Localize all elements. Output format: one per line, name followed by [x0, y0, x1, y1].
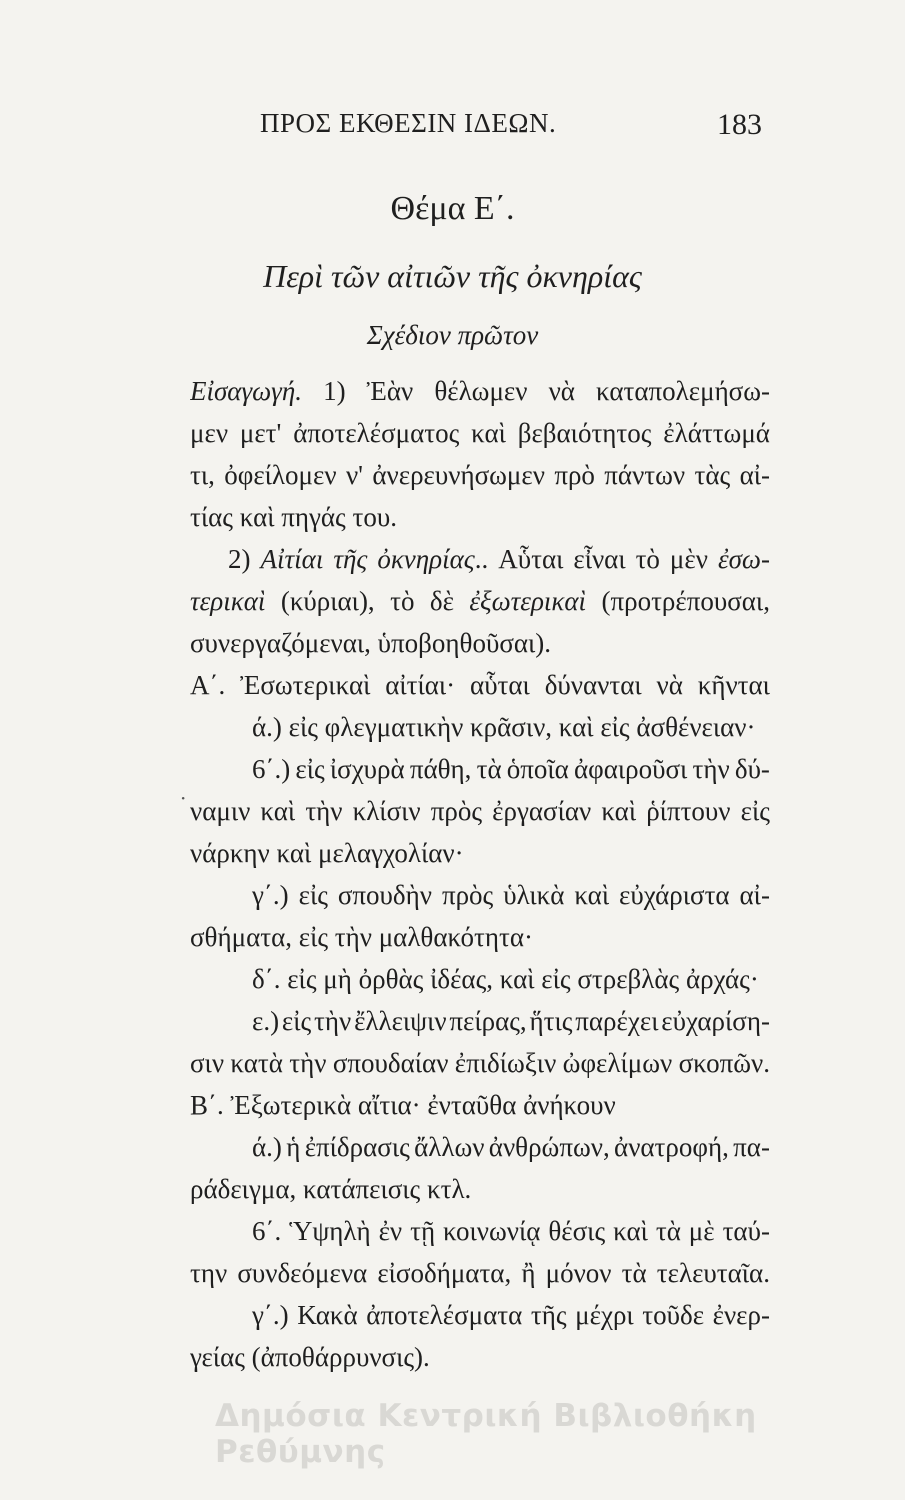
plan-heading: Σχέδιον πρῶτον: [366, 320, 539, 350]
text-line: [190, 874, 770, 916]
word: ..: [474, 544, 489, 574]
word-group: [604, 454, 685, 496]
word-group: [252, 748, 290, 790]
text-line: [190, 454, 770, 496]
word-group: [574, 748, 687, 790]
word: ἰσχυρὰ: [329, 754, 405, 784]
word-group: [663, 412, 770, 454]
word-group: [430, 580, 454, 622]
word: τὴν: [692, 754, 730, 784]
page-number: 183: [717, 108, 762, 141]
text-run: νάρκην καὶ μελαγχολίαν·: [190, 838, 464, 868]
word-group: [554, 454, 595, 496]
word-group: [333, 538, 367, 580]
subject-heading: Περὶ τῶν αἰτιῶν τῆς ὀκνηρίας: [263, 258, 642, 294]
word-group: [735, 748, 770, 790]
word-group: [574, 874, 609, 916]
word-group: [252, 1294, 289, 1336]
word: καὶ: [260, 796, 296, 826]
word-group: [379, 1210, 403, 1252]
word-group: [443, 1210, 540, 1252]
word: την: [190, 1258, 228, 1288]
word: ἔλλειψιν: [354, 1006, 447, 1036]
word: ἀφαιροῦσι: [574, 754, 688, 784]
word: αἰ-: [739, 880, 770, 910]
word: τὰς: [694, 460, 731, 490]
word: ε.): [252, 1006, 280, 1036]
word: καὶ: [601, 796, 637, 826]
word: δύνανται: [544, 670, 642, 700]
text-line: [190, 370, 770, 412]
word-group: [740, 874, 770, 916]
word: ὀφείλομεν: [224, 460, 337, 490]
word: Ὑψηλὴ: [289, 1216, 371, 1246]
word: Κακὰ: [297, 1300, 358, 1330]
word-group: [601, 580, 769, 622]
word-group: [228, 538, 251, 580]
word: μέχρι: [575, 1300, 634, 1330]
word: ἡ: [286, 1132, 301, 1162]
word-group: [190, 454, 215, 496]
word-group: [289, 1210, 370, 1252]
word-group: [596, 370, 770, 412]
word: τὰ: [476, 754, 502, 784]
word: ἐργασίαν: [492, 796, 592, 826]
word-group: [518, 412, 652, 454]
word-group: [575, 1000, 658, 1042]
word-group: [260, 538, 323, 580]
word: τὰ: [621, 1258, 647, 1288]
word-group: [498, 538, 563, 580]
word-group: [531, 1294, 567, 1336]
word: δὲ: [429, 586, 454, 616]
word: Αἰτίαι: [260, 544, 324, 574]
text-line: [190, 664, 770, 706]
word-group: [670, 538, 708, 580]
word-group: [431, 790, 482, 832]
word: ἀνθρώπων,: [488, 1132, 610, 1162]
word-group: [548, 1210, 605, 1252]
word-group: [295, 748, 324, 790]
word: ἀνερευνήσωμεν: [372, 460, 545, 490]
word: θέλωμεν: [434, 376, 528, 406]
text-line: [190, 1210, 770, 1252]
margin-dot: ·: [180, 786, 187, 810]
word-group: [414, 1126, 484, 1168]
word: τὸ: [390, 586, 415, 616]
word: ἀποτελέσματος: [293, 418, 460, 448]
word-group: [657, 664, 683, 706]
word: 6΄.: [252, 1216, 282, 1246]
word: σκοπῶν.: [678, 1048, 770, 1078]
word-group: [546, 1252, 612, 1294]
word-group: [354, 1000, 447, 1042]
word: καταπολεμήσω-: [596, 376, 770, 406]
word-group: [549, 370, 575, 412]
word-group: [323, 370, 346, 412]
word-group: [338, 874, 432, 916]
word-group: [434, 370, 527, 412]
library-watermark: Δημόσια Κεντρική Βιβλιοθήκη Ρεθύμνης: [215, 1398, 757, 1470]
word-group: [695, 454, 731, 496]
word: πρὸς: [430, 796, 483, 826]
word: συνδεόμενα: [237, 1258, 368, 1288]
word: κῆνται: [697, 670, 770, 700]
text-line: [190, 1168, 770, 1210]
text-line: [190, 916, 770, 958]
text-line: [190, 538, 770, 580]
word-group: [530, 1000, 573, 1042]
word-group: [190, 790, 250, 832]
theme-heading: Θέμα Ε΄.: [390, 190, 515, 227]
word-group: [190, 1042, 224, 1084]
word: 2): [228, 544, 251, 574]
word: εἰσοδήματα,: [377, 1258, 512, 1288]
word-group: [679, 1042, 770, 1084]
word-group: [377, 1252, 511, 1294]
word-group: [230, 1042, 283, 1084]
word-group: [613, 1210, 648, 1252]
word: ὠφελίμων: [562, 1048, 673, 1078]
word: κατὰ: [230, 1048, 283, 1078]
word: ῥίπτουν: [646, 796, 731, 826]
word: πείρας,: [449, 1006, 527, 1036]
word: (κύριαι),: [280, 586, 375, 616]
word-group: [545, 664, 642, 706]
text-line: [190, 412, 770, 454]
word: εἰς: [740, 796, 770, 826]
word-group: [346, 454, 363, 496]
word: αἰτίαι·: [385, 670, 456, 700]
word: νὰ: [656, 670, 683, 700]
word-group: [503, 874, 564, 916]
word-group: [442, 874, 493, 916]
word-group: [372, 454, 545, 496]
word-group: [305, 1126, 410, 1168]
word: πάντων: [604, 460, 686, 490]
text-line: [190, 496, 770, 538]
word: εὐχάριστα: [619, 880, 730, 910]
word: εἰς: [281, 1006, 312, 1036]
word-group: [190, 1252, 227, 1294]
word: εἰς: [298, 880, 328, 910]
word: Ἐὰν: [366, 376, 414, 406]
word: εἶναι: [573, 544, 626, 574]
word-group: [642, 1294, 704, 1336]
word: ά.): [252, 1132, 282, 1162]
word: μόνον: [545, 1258, 612, 1288]
word-group: [692, 748, 729, 790]
word: τερικαὶ: [190, 586, 266, 616]
word: ἀποτελέσματα: [366, 1300, 523, 1330]
word-group: [377, 538, 488, 580]
text-line: [190, 1294, 770, 1336]
word-group: [240, 412, 282, 454]
word: πα-: [733, 1132, 770, 1162]
word-group: [622, 1252, 647, 1294]
word: σπουδαίαν: [332, 1048, 449, 1078]
word: ναμιν: [190, 796, 251, 826]
text-run: σθήματα, εἰς τὴν μαλθακότητα·: [190, 922, 533, 952]
word: τελευταῖα.: [656, 1258, 770, 1288]
text-run: γείας (ἀποθάρρυνσις).: [190, 1342, 430, 1372]
text-line: [190, 622, 770, 664]
word-group: [385, 664, 455, 706]
word: ἐλάττωμά: [663, 418, 770, 448]
word: αἰ-: [739, 460, 770, 490]
word-group: [492, 790, 591, 832]
word-group: [661, 1000, 770, 1042]
word: γ΄.): [252, 1300, 289, 1330]
word-group: [252, 874, 289, 916]
word-group: [619, 874, 730, 916]
word-group: [305, 790, 342, 832]
word-group: [521, 1252, 535, 1294]
word-group: [689, 1210, 715, 1252]
word-group: [286, 1126, 300, 1168]
word-group: [573, 538, 625, 580]
text-line: [190, 1126, 770, 1168]
word: καὶ: [471, 418, 506, 448]
word-group: [366, 1294, 522, 1336]
word-group: [657, 1252, 770, 1294]
word: τι,: [190, 460, 215, 490]
word-group: [698, 664, 770, 706]
word: ἄλλων: [414, 1132, 485, 1162]
word-group: [471, 412, 506, 454]
text-line: [190, 1084, 770, 1126]
word: ὑλικὰ: [503, 880, 565, 910]
text-line: [190, 1252, 770, 1294]
word-group: [507, 748, 569, 790]
text-line: [190, 832, 770, 874]
word-group: [656, 1210, 681, 1252]
word-group: [190, 580, 265, 622]
word-group: [455, 1042, 557, 1084]
word-group: [718, 538, 770, 580]
word-group: [252, 1210, 281, 1252]
text-run: συνεργαζόμεναι, ὑποβοηθοῦσαι).: [190, 628, 552, 658]
word: 1): [323, 376, 346, 406]
word: εἰς: [295, 754, 325, 784]
word: πρὸς: [441, 880, 494, 910]
word-group: [333, 1042, 449, 1084]
word: τὸ: [635, 544, 660, 574]
word-group: [614, 1126, 729, 1168]
word-group: [469, 580, 586, 622]
word: ἀνατροφή,: [614, 1132, 729, 1162]
text-run: Β΄. Ἐξωτερικὰ αἴτια· ἐνταῦθα ἀνήκουν: [190, 1090, 616, 1120]
word: 6΄.): [252, 754, 291, 784]
text-run: ράδειγμα, κατάπεισις κτλ.: [190, 1174, 472, 1204]
word-group: [477, 748, 502, 790]
word-group: [410, 748, 472, 790]
word-group: [489, 1126, 610, 1168]
text-run: δ΄. εἰς μὴ ὀρθὰς ἰδέας, καὶ εἰς στρεβλὰς ἀρχάς·: [252, 964, 759, 994]
word: μετ': [239, 418, 282, 448]
word-group: [190, 664, 225, 706]
word-group: [293, 412, 459, 454]
word: σιν: [190, 1048, 225, 1078]
word: Α΄.: [190, 670, 226, 700]
word: τοῦδε: [642, 1300, 705, 1330]
word: θέσις: [548, 1216, 606, 1246]
text-line: [190, 790, 770, 832]
word: εὐχαρίση-: [661, 1006, 770, 1036]
word-group: [297, 1294, 357, 1336]
word: καὶ: [574, 880, 610, 910]
word: ὁποῖα: [506, 754, 569, 784]
word: τῆς: [333, 544, 368, 574]
word: ἐξωτερικαὶ: [469, 586, 587, 616]
word: Ἐσωτερικαὶ: [240, 670, 371, 700]
text-line: [190, 748, 770, 790]
text-line: [190, 958, 770, 1000]
word: νὰ: [548, 376, 575, 406]
word: ἐπιδίωξιν: [454, 1048, 557, 1078]
word-group: [575, 1294, 634, 1336]
word-group: [563, 1042, 673, 1084]
word-group: [224, 454, 336, 496]
word: ἥτις: [529, 1006, 573, 1036]
word-group: [740, 454, 770, 496]
word: Εἰσαγωγή.: [190, 376, 302, 406]
word-group: [330, 748, 405, 790]
text-run: τίας καὶ πηγάς του.: [190, 502, 397, 532]
running-title: ΠΡΟΣ ΕΚΘΕΣΙΝ ΙΔΕΩΝ.: [260, 108, 557, 138]
word-group: [367, 370, 414, 412]
word-group: [190, 412, 228, 454]
text-line: [190, 706, 770, 748]
word-group: [410, 1210, 435, 1252]
word: τὰ: [655, 1216, 681, 1246]
word: βεβαιότητος: [517, 418, 652, 448]
word: ν': [345, 460, 364, 490]
word-group: [252, 1000, 279, 1042]
word: ἐσω-: [717, 544, 770, 574]
word: δύ-: [734, 754, 770, 784]
word-group: [733, 1126, 770, 1168]
word-group: [260, 790, 295, 832]
word: τὴν: [305, 796, 343, 826]
word: παρέχει: [575, 1006, 659, 1036]
word: κλίσιν: [352, 796, 421, 826]
word: ταύ-: [722, 1216, 770, 1246]
text-line: [190, 1336, 770, 1378]
word-group: [390, 580, 414, 622]
page-header: [190, 108, 762, 148]
word-group: [741, 790, 770, 832]
word-group: [723, 1210, 770, 1252]
word-group: [449, 1000, 526, 1042]
word-group: [190, 370, 302, 412]
word: σπουδὴν: [337, 880, 432, 910]
word: (προτρέπουσαι,: [601, 586, 770, 616]
word: γ΄.): [252, 880, 289, 910]
word-group: [636, 538, 660, 580]
word-group: [353, 790, 421, 832]
word: τὴν: [289, 1048, 327, 1078]
word: τῆς: [530, 1300, 567, 1330]
word-group: [281, 580, 375, 622]
word: πρὸ: [554, 460, 595, 490]
word-group: [299, 874, 328, 916]
word: μεν: [190, 418, 229, 448]
text-line: [190, 1042, 770, 1084]
word: ἐν: [378, 1216, 403, 1246]
word-group: [646, 790, 730, 832]
word: μὲν: [669, 544, 708, 574]
text-line: [190, 580, 770, 622]
word-group: [282, 1000, 311, 1042]
text-line: [190, 1000, 770, 1042]
word-group: [470, 664, 530, 706]
word: ὀκνηρίας: [377, 544, 475, 574]
word-group: [601, 790, 636, 832]
word-group: [240, 664, 370, 706]
text-run: ά.) εἰς φλεγματικὴν κρᾶσιν, καὶ εἰς ἀσθένειαν·: [252, 712, 756, 742]
word: ἐνερ-: [712, 1300, 770, 1330]
word: ἢ: [521, 1258, 536, 1288]
word-group: [314, 1000, 351, 1042]
word: πάθη,: [409, 754, 472, 784]
word-group: [713, 1294, 770, 1336]
word: ἐπίδρασις: [304, 1132, 410, 1162]
word-group: [237, 1252, 367, 1294]
word-group: [252, 1126, 282, 1168]
word-group: [289, 1042, 326, 1084]
word: μὲ: [688, 1216, 715, 1246]
word: τὴν: [314, 1006, 352, 1036]
word: αὗται: [470, 670, 530, 700]
word: καὶ: [613, 1216, 648, 1246]
word: κοινωνίᾳ: [443, 1216, 541, 1246]
word: τῇ: [410, 1216, 436, 1246]
word: Αὗται: [498, 544, 564, 574]
